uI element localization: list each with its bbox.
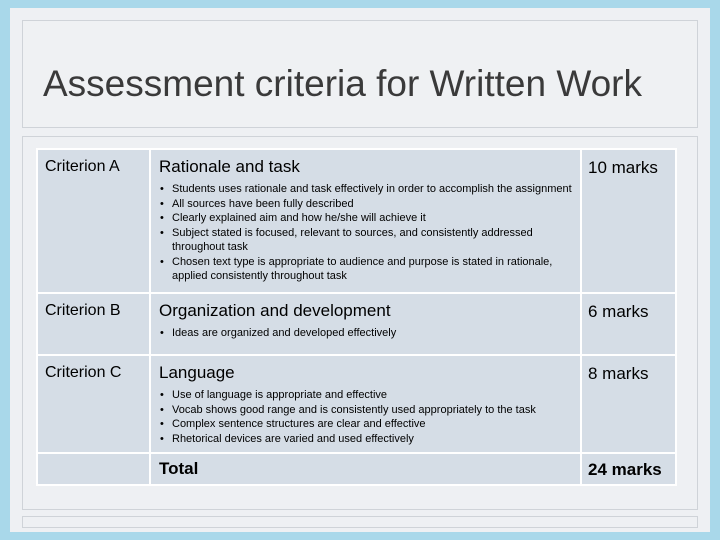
criterion-bullets	[159, 182, 580, 284]
criterion-bullets	[159, 326, 580, 341]
title-box	[22, 20, 698, 128]
list-item: • Vocab shows good range and is consistently used appropriately to the task	[172, 403, 580, 418]
criterion-marks: 6 marks	[581, 293, 676, 355]
total-marks: 24 marks	[581, 453, 676, 485]
criterion-heading: Organization and development	[159, 301, 391, 320]
total-empty-cell	[37, 453, 150, 485]
total-row	[37, 453, 676, 485]
criterion-description	[150, 293, 581, 355]
criterion-bullets	[159, 388, 580, 446]
footer-box	[22, 516, 698, 528]
list-item: • Chosen text type is appropriate to audience and purpose is stated in rationale, applied consistently throughout task	[172, 255, 580, 284]
table-row	[37, 355, 676, 453]
criterion-heading: Language	[159, 363, 235, 382]
table-row	[37, 293, 676, 355]
criterion-description	[150, 355, 581, 453]
slide-title: Assessment criteria for Written Work	[43, 63, 642, 104]
list-item: • Complex sentence structures are clear and effective	[172, 417, 580, 432]
list-item: • Subject stated is focused, relevant to sources, and consistently addressed throughout task	[172, 226, 580, 255]
criterion-description	[150, 149, 581, 293]
criterion-marks: 10 marks	[581, 149, 676, 293]
total-label: Total	[150, 453, 581, 485]
criterion-marks: 8 marks	[581, 355, 676, 453]
table-row	[37, 149, 676, 293]
list-item: • Use of language is appropriate and effective	[172, 388, 580, 403]
criterion-label: Criterion C	[37, 355, 150, 453]
list-item: • Clearly explained aim and how he/she will achieve it	[172, 211, 580, 226]
criteria-table	[36, 148, 677, 486]
list-item: • All sources have been fully described	[172, 197, 580, 212]
list-item: • Ideas are organized and developed effectively	[172, 326, 580, 341]
list-item: • Students uses rationale and task effectively in order to accomplish the assignment	[172, 182, 580, 197]
criterion-label: Criterion B	[37, 293, 150, 355]
criterion-label: Criterion A	[37, 149, 150, 293]
list-item: • Rhetorical devices are varied and used effectively	[172, 432, 580, 447]
criterion-heading: Rationale and task	[159, 157, 300, 176]
